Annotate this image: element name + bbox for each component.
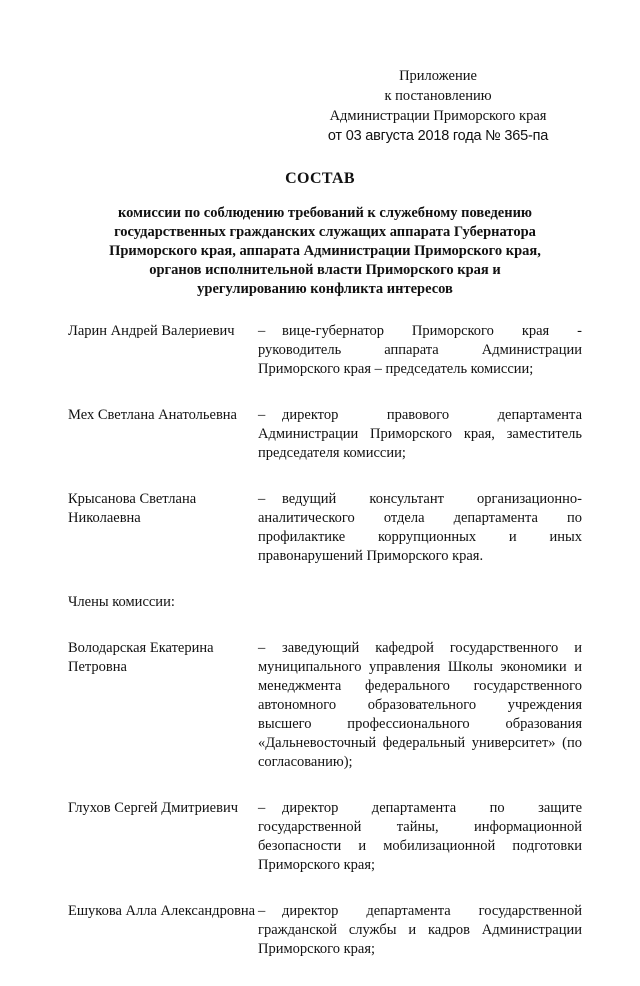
subtitle-line: урегулированию конфликта интересов [197,281,453,297]
member-name: Ларин Андрей Валериевич [68,323,235,339]
appendix-line-2: к постановлению [384,88,492,104]
member-position [258,322,582,379]
subtitle-line: Приморского края, аппарата Администрации Приморского края, [109,243,541,259]
member-name: Володарская Екатерина Петровна [68,640,214,675]
list-item [68,490,582,566]
appendix-block [298,66,578,146]
dash: – [258,323,266,339]
document-title: СОСТАВ [285,170,355,187]
member-position [258,406,582,463]
subtitle-line: государственных гражданских служащих аппарата Губернатора [114,224,536,240]
subtitle-line: органов исполнительной власти Приморского края и [149,262,501,278]
list-item [68,406,582,463]
member-position [258,639,582,772]
appendix-line-1: Приложение [399,68,477,84]
dash: – [258,491,266,507]
appendix-line-3: Администрации Приморского края [329,108,547,124]
member-position-text: директор департамента государственной гражданской службы и кадров Администрации Приморского края; [258,903,582,957]
members-section-label: Члены комиссии: [68,594,175,610]
list-item [68,902,582,959]
list-item [68,322,582,379]
member-position [258,902,582,959]
dash: – [258,407,266,423]
list-item [68,799,582,875]
member-position-text: вице-губернатор Приморского края - руководитель аппарата Администрации Приморского края – председатель комиссии; [258,323,582,377]
dash: – [258,903,266,919]
subtitle-line: комиссии по соблюдению требований к служебному поведению [117,205,533,221]
composition-list [68,322,582,986]
member-name: Ешукова Алла Александровна [68,903,256,919]
dash: – [258,800,266,816]
dash: – [258,640,266,656]
member-name: Глухов Сергей Дмитриевич [68,800,238,816]
member-position-text: заведующий кафедрой государственного и муниципального управления Школы экономики и менеджмента федерального государственного автономного образовательного учреждения высшего профессионального образования «Дальневосточный федеральный университет» (по согласованию); [258,640,582,770]
member-position [258,490,582,566]
member-position [258,799,582,875]
member-name: Крысанова Светлана Николаевна [68,491,197,526]
document-subtitle [100,204,550,299]
list-item [68,639,582,772]
member-position-text: ведущий консультант организационно-аналитического отдела департамента по профилактике коррупционных и иных правонарушений Приморского края. [258,491,582,564]
appendix-date-number: от 03 августа 2018 года № 365-па [327,128,549,144]
member-name: Мех Светлана Анатольевна [68,407,237,423]
member-position-text: директор правового департамента Администрации Приморского края, заместитель председателя комиссии; [258,407,582,461]
member-position-text: директор департамента по защите государственной тайны, информационной безопасности и мобилизационной подготовки Приморского края; [258,800,582,873]
